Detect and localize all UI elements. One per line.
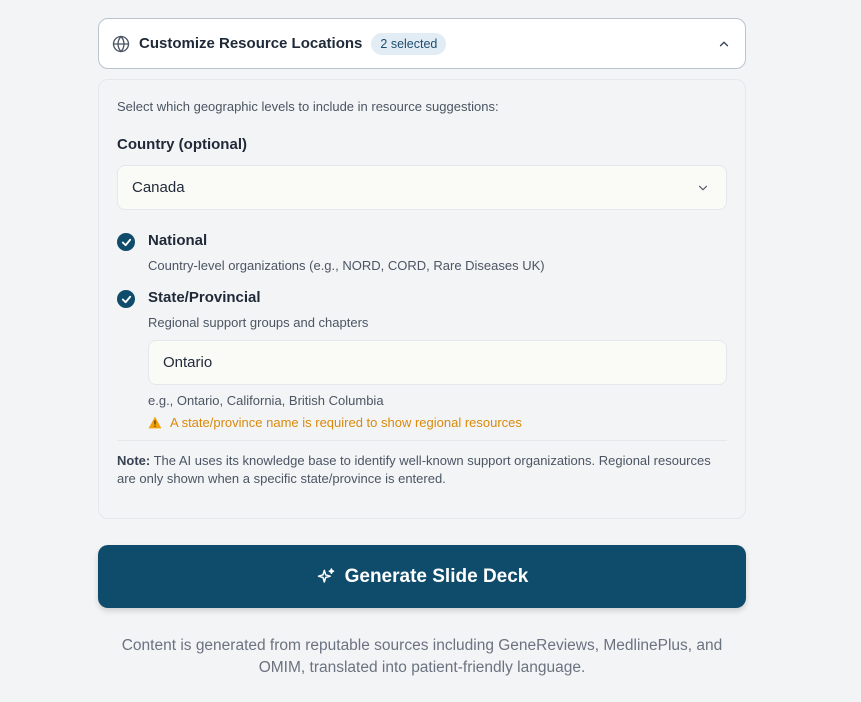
accordion-header[interactable] (98, 18, 746, 69)
globe-icon (112, 35, 130, 53)
divider (117, 440, 727, 441)
chevron-up-icon[interactable] (717, 37, 731, 51)
chevron-down-icon (696, 181, 710, 195)
sparkle-icon (316, 567, 336, 587)
warning-text: A state/province name is required to show regional resources (170, 415, 522, 430)
generate-button-label: Generate Slide Deck (344, 565, 529, 587)
state-provincial-label[interactable]: State/Provincial (148, 289, 261, 306)
resource-locations-section (98, 18, 746, 519)
state-provincial-checkbox[interactable] (117, 290, 135, 308)
state-warning (148, 415, 727, 430)
warning-icon (148, 416, 162, 429)
option-national (117, 232, 727, 273)
accordion-title: Customize Resource Locations (139, 35, 363, 52)
note-label: Note: (117, 453, 151, 468)
ai-note (117, 452, 727, 488)
option-state-provincial (117, 289, 727, 430)
country-select-value: Canada (132, 179, 185, 196)
state-provincial-description: Regional support groups and chapters (148, 315, 369, 330)
state-province-input[interactable] (148, 340, 727, 385)
check-icon (121, 237, 132, 248)
selected-count-badge: 2 selected (371, 33, 446, 55)
country-select[interactable] (117, 165, 727, 210)
footer-disclaimer: Content is generated from reputable sources including GeneReviews, MedlinePlus, and OMIM, translated into patient-friendly language. (121, 637, 723, 676)
country-label: Country (optional) (117, 136, 247, 153)
national-description: Country-level organizations (e.g., NORD, CORD, Rare Diseases UK) (148, 258, 545, 273)
state-input-hint: e.g., Ontario, California, British Columbia (148, 393, 384, 408)
national-label[interactable]: National (148, 232, 208, 249)
panel-intro: Select which geographic levels to include in resource suggestions: (117, 99, 499, 114)
national-checkbox[interactable] (117, 233, 135, 251)
check-icon (121, 294, 132, 305)
accordion-panel (98, 79, 746, 519)
generate-slide-deck-button[interactable] (98, 545, 746, 608)
note-text: The AI uses its knowledge base to identify well-known support organizations. Regional resources are only shown when a specific state/province is entered. (117, 453, 711, 486)
